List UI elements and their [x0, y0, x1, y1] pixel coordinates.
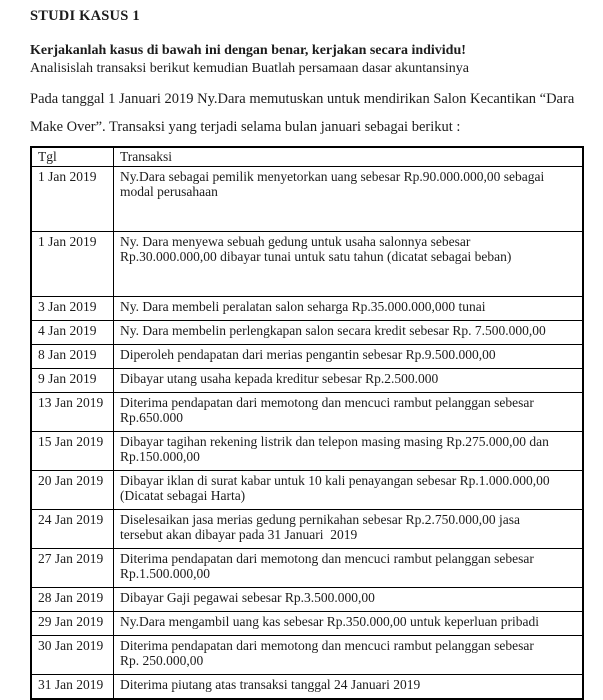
- table-row: [31, 549, 583, 588]
- date-cell: 29 Jan 2019: [31, 612, 114, 636]
- transaction-cell: [114, 393, 584, 432]
- instruction-line-bold: Kerjakanlah kasus di bawah ini dengan benar, kerjakan secara individu!: [30, 43, 466, 58]
- transaction-line: tersebut akan dibayar pada 31 Januari 2019: [120, 527, 358, 542]
- transaction-cell: [114, 549, 584, 588]
- transaction-line: Rp.30.000.000,00 dibayar tunai untuk satu tahun (dicatat sebagai beban): [120, 249, 512, 264]
- table-row: [31, 636, 583, 675]
- table-row: [31, 588, 583, 612]
- transaction-line: Ny. Dara membeli peralatan salon seharga Rp.35.000.000,000 tunai: [120, 299, 486, 314]
- date-cell: 31 Jan 2019: [31, 675, 114, 700]
- transaction-blank-line: [120, 199, 576, 212]
- transaction-cell: [114, 232, 584, 297]
- column-header-date: Tgl: [31, 147, 114, 167]
- transaction-line: Ny. Dara membelin perlengkapan salon secara kredit sebesar Rp. 7.500.000,00: [120, 323, 546, 338]
- transaction-line: Diterima pendapatan dari memotong dan mencuci rambut pelanggan sebesar: [120, 395, 534, 410]
- date-cell: 24 Jan 2019: [31, 510, 114, 549]
- date-cell: 30 Jan 2019: [31, 636, 114, 675]
- transaction-line: Diterima pendapatan dari memotong dan mencuci rambut pelanggan sebesar: [120, 551, 534, 566]
- transaction-cell: [114, 675, 584, 700]
- date-cell: 27 Jan 2019: [31, 549, 114, 588]
- transaction-cell: [114, 321, 584, 345]
- transaction-cell: [114, 588, 584, 612]
- table-row: [31, 167, 583, 232]
- transaction-line: Dibayar iklan di surat kabar untuk 10 kali penayangan sebesar Rp.1.000.000,00: [120, 473, 550, 488]
- table-row: [31, 510, 583, 549]
- date-cell: 15 Jan 2019: [31, 432, 114, 471]
- transaction-cell: [114, 471, 584, 510]
- transaction-line: Rp.150.000,00: [120, 449, 200, 464]
- intro-line-1: Pada tanggal 1 Januari 2019 Ny.Dara memutuskan untuk mendirikan Salon Kecantikan “Dara: [30, 91, 575, 107]
- page-title: STUDI KASUS 1: [30, 8, 140, 24]
- table-row: [31, 432, 583, 471]
- transaction-line: Diselesaikan jasa merias gedung pernikahan sebesar Rp.2.750.000,00 jasa: [120, 512, 521, 527]
- table-row: [31, 612, 583, 636]
- transaction-line: (Dicatat sebagai Harta): [120, 488, 246, 503]
- transaction-line: Rp.650.000: [120, 410, 184, 425]
- table-row: [31, 232, 583, 297]
- instruction-line-sub: Analisislah transaksi berikut kemudian Buatlah persamaan dasar akuntansinya: [30, 61, 469, 76]
- transaction-line: Ny.Dara sebagai pemilik menyetorkan uang sebesar Rp.90.000.000,00 sebagai: [120, 169, 545, 184]
- transaction-cell: [114, 297, 584, 321]
- transaction-cell: [114, 510, 584, 549]
- date-cell: 13 Jan 2019: [31, 393, 114, 432]
- date-cell: 20 Jan 2019: [31, 471, 114, 510]
- transaction-cell: [114, 612, 584, 636]
- transaction-line: Rp.1.500.000,00: [120, 566, 211, 581]
- table-row: [31, 369, 583, 393]
- table-row: [31, 393, 583, 432]
- transaction-cell: [114, 167, 584, 232]
- date-cell: 28 Jan 2019: [31, 588, 114, 612]
- transaction-blank-line: [120, 277, 576, 290]
- table-row: [31, 297, 583, 321]
- transaction-cell: [114, 432, 584, 471]
- table-row: [31, 675, 583, 700]
- table-row: [31, 321, 583, 345]
- transactions-table: [30, 146, 584, 700]
- transaction-line: Diterima piutang atas transaksi tanggal 24 Januari 2019: [120, 677, 421, 692]
- transaction-cell: [114, 369, 584, 393]
- column-header-transaction: Transaksi: [114, 147, 584, 167]
- transaction-line: modal perusahaan: [120, 184, 218, 199]
- transaction-line: Diterima pendapatan dari memotong dan mencuci rambut pelanggan sebesar: [120, 638, 534, 653]
- intro-paragraph: [30, 85, 584, 141]
- transaction-blank-line: [120, 264, 576, 277]
- date-cell: 8 Jan 2019: [31, 345, 114, 369]
- transactions-tbody: [31, 167, 583, 700]
- table-row: [31, 471, 583, 510]
- date-cell: 1 Jan 2019: [31, 232, 114, 297]
- date-cell: 9 Jan 2019: [31, 369, 114, 393]
- date-cell: 1 Jan 2019: [31, 167, 114, 232]
- transaction-line: Dibayar tagihan rekening listrik dan telepon masing masing Rp.275.000,00 dan: [120, 434, 549, 449]
- transaction-line: Ny.Dara mengambil uang kas sebesar Rp.350.000,00 untuk keperluan pribadi: [120, 614, 540, 629]
- transaction-cell: [114, 345, 584, 369]
- transaction-line: Dibayar Gaji pegawai sebesar Rp.3.500.000,00: [120, 590, 375, 605]
- transaction-cell: [114, 636, 584, 675]
- transaction-line: Rp. 250.000,00: [120, 653, 204, 668]
- transaction-line: Ny. Dara menyewa sebuah gedung untuk usaha salonnya sebesar: [120, 234, 471, 249]
- table-header-row: [31, 147, 583, 167]
- date-cell: 4 Jan 2019: [31, 321, 114, 345]
- transaction-blank-line: [120, 212, 576, 225]
- date-cell: 3 Jan 2019: [31, 297, 114, 321]
- transaction-line: Dibayar utang usaha kepada kreditur sebesar Rp.2.500.000: [120, 371, 439, 386]
- table-row: [31, 345, 583, 369]
- intro-line-2: Make Over”. Transaksi yang terjadi selama bulan januari sebagai berikut :: [30, 119, 461, 135]
- transaction-line: Diperoleh pendapatan dari merias pengantin sebesar Rp.9.500.000,00: [120, 347, 496, 362]
